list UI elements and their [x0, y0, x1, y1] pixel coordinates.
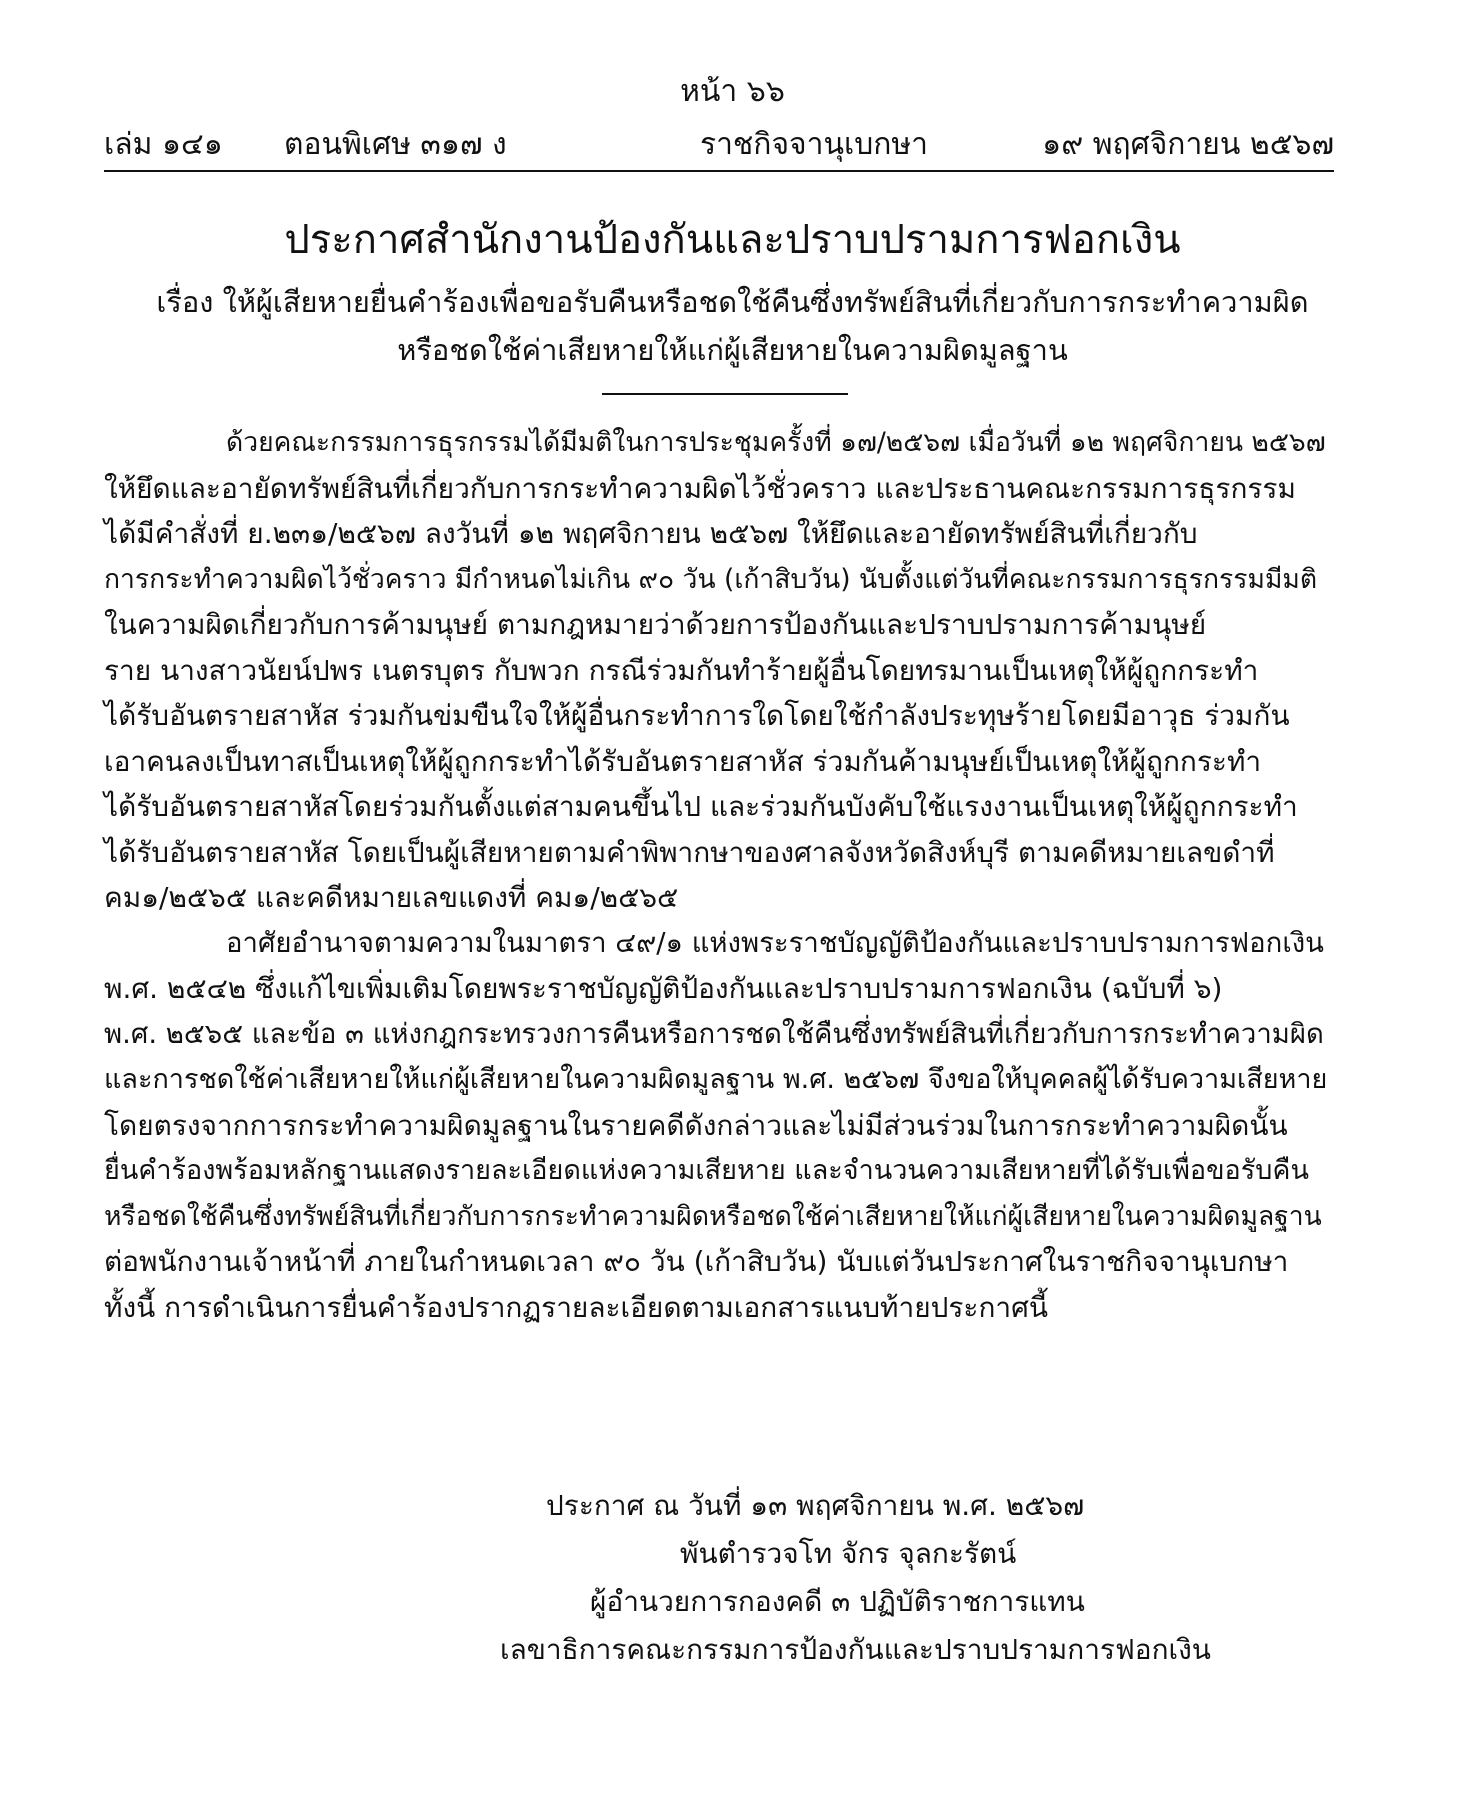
announcement-subject — [0, 278, 1465, 374]
paragraph-2-line: ต่อพนักงานเจ้าหน้าที่ ภายในกำหนดเวลา ๙๐ วัน (เก้าสิบวัน) นับแต่วันประกาศในราชกิจจานุเบกษา — [104, 1245, 1289, 1278]
announcement-title: ประกาศสำนักงานป้องกันและปราบปรามการฟอกเงิน — [284, 217, 1181, 263]
announcement-body — [104, 420, 1330, 1330]
paragraph-1-line: ได้มีคำสั่งที่ ย.๒๓๑/๒๕๖๗ ลงวันที่ ๑๒ พฤศจิกายน ๒๕๖๗ ให้ยึดและอายัดทรัพย์สินที่เกี่ยวกับ — [104, 517, 1198, 550]
issue-number: ตอนพิเศษ ๓๑๗ ง — [284, 127, 507, 162]
gazette-header — [104, 123, 1334, 167]
paragraph-1-line: ด้วยคณะกรรมการธุรกรรมได้มีมติในการประชุมครั้งที่ ๑๗/๒๕๖๗ เมื่อวันที่ ๑๒ พฤศจิกายน ๒๕๖๗ — [226, 427, 1326, 458]
signatory-name: พันตำรวจโท จักร จุลกะรัตน์ — [680, 1537, 1017, 1570]
paragraph-1-line: ให้ยึดและอายัดทรัพย์สินที่เกี่ยวกับการกระทำความผิดไว้ชั่วคราว และประธานคณะกรรมการธุรกรรม — [104, 471, 1296, 505]
paragraph-1-line: ในความผิดเกี่ยวกับการค้ามนุษย์ ตามกฎหมายว่าด้วยการป้องกันและปราบปรามการค้ามนุษย์ — [104, 608, 1207, 641]
publication-date: ๑๙ พฤศจิกายน ๒๕๖๗ — [1042, 127, 1334, 162]
paragraph-2-line: และการชดใช้ค่าเสียหายให้แก่ผู้เสียหายในความผิดมูลฐาน พ.ศ. ๒๕๖๗ จึงขอให้บุคคลผู้ได้รับความเสียหาย — [104, 1064, 1328, 1095]
paragraph-1-line: คม๑/๒๕๖๕ และคดีหมายเลขแดงที่ คม๑/๒๕๖๕ — [104, 881, 679, 914]
signature-block — [0, 1482, 1465, 1674]
paragraph-2-line: หรือชดใช้คืนซึ่งทรัพย์สินที่เกี่ยวกับการกระทำความผิดหรือชดใช้ค่าเสียหายให้แก่ผู้เสียหายในความผิดมูลฐาน — [104, 1200, 1322, 1232]
paragraph-2-line: โดยตรงจากการกระทำความผิดมูลฐานในรายคดีดังกล่าวและไม่มีส่วนร่วมในการกระทำความผิดนั้น — [104, 1108, 1288, 1142]
paragraph-2-line: ยื่นคำร้องพร้อมหลักฐานแสดงรายละเอียดแห่งความเสียหาย และจำนวนความเสียหายที่ได้รับเพื่อขอรับคืน — [104, 1155, 1309, 1186]
paragraph-1-line: ได้รับอันตรายสาหัส ร่วมกันข่มขืนใจให้ผู้อื่นกระทำการใดโดยใช้กำลังประทุษร้ายโดยมีอาวุธ ร่วมกัน — [104, 699, 1290, 732]
announce-date: ประกาศ ณ วันที่ ๑๓ พฤศจิกายน พ.ศ. ๒๕๖๗ — [546, 1489, 1085, 1522]
paragraph-1-line: ราย นางสาวนัยน์ปพร เนตรบุตร กับพวก กรณีร่วมกันทำร้ายผู้อื่นโดยทรมานเป็นเหตุให้ผู้ถูกกระทำ — [104, 653, 1259, 687]
page-number: หน้า ๖๖ — [680, 74, 785, 109]
subject-line: เรื่อง ให้ผู้เสียหายยื่นคำร้องเพื่อขอรับคืนหรือชดใช้คืนซึ่งทรัพย์สินที่เกี่ยวกับการกระทำความผิด — [156, 285, 1309, 319]
paragraph-2-line: อาศัยอำนาจตามความในมาตรา ๔๙/๑ แห่งพระราชบัญญัติป้องกันและปราบปรามการฟอกเงิน — [226, 926, 1324, 959]
paragraph-1-line: การกระทำความผิดไว้ชั่วคราว มีกำหนดไม่เกิน ๙๐ วัน (เก้าสิบวัน) นับตั้งแต่วันที่คณะกรรมการธุรกรรมมีมติ — [104, 563, 1318, 595]
subject-line: หรือชดใช้ค่าเสียหายให้แก่ผู้เสียหายในความผิดมูลฐาน — [397, 333, 1068, 367]
paragraph-2-line: ทั้งนี้ การดำเนินการยื่นคำร้องปรากฏรายละเอียดตามเอกสารแนบท้ายประกาศนี้ — [104, 1290, 1049, 1324]
signatory-office: เลขาธิการคณะกรรมการป้องกันและปราบปรามการฟอกเงิน — [500, 1633, 1211, 1666]
signatory-position: ผู้อำนวยการกองคดี ๓ ปฏิบัติราชการแทน — [590, 1585, 1085, 1618]
paragraph-2-line: พ.ศ. ๒๕๔๒ ซึ่งแก้ไขเพิ่มเติมโดยพระราชบัญญัติป้องกันและปราบปรามการฟอกเงิน (ฉบับที่ ๖) — [104, 972, 1223, 1005]
gazette-name: ราชกิจจานุเบกษา — [699, 127, 929, 162]
volume-number: เล่ม ๑๔๑ — [104, 127, 223, 162]
paragraph-1-line: เอาคนลงเป็นทาสเป็นเหตุให้ผู้ถูกกระทำได้รับอันตรายสาหัส ร่วมกันค้ามนุษย์เป็นเหตุให้ผู้ถูกกระทำ — [104, 744, 1262, 778]
paragraph-1-line: ได้รับอันตรายสาหัส โดยเป็นผู้เสียหายตามคำพิพากษาของศาลจังหวัดสิงห์บุรี ตามคดีหมายเลขดำที่ — [104, 835, 1275, 869]
title-divider — [602, 393, 848, 395]
paragraph-1-line: ได้รับอันตรายสาหัสโดยร่วมกันตั้งแต่สามคนขึ้นไป และร่วมกันบังคับใช้แรงงานเป็นเหตุให้ผู้ถูกกระทำ — [104, 790, 1298, 823]
header-divider — [104, 170, 1334, 172]
paragraph-2-line: พ.ศ. ๒๕๖๕ และข้อ ๓ แห่งกฎกระทรวงการคืนหรือการชดใช้คืนซึ่งทรัพย์สินที่เกี่ยวกับการกระทำความผิด — [104, 1017, 1324, 1050]
